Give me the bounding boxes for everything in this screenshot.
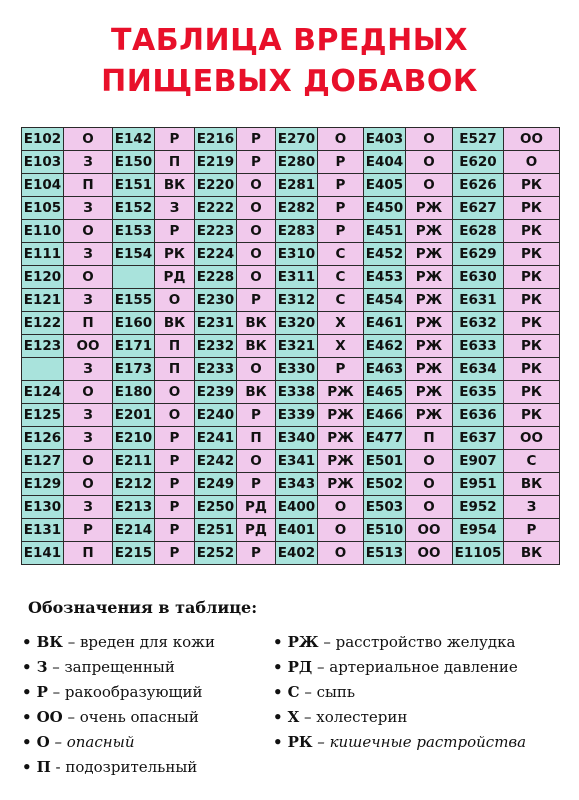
hazard-code-cell: ВК	[237, 312, 276, 335]
hazard-code-cell: РЖ	[406, 358, 453, 381]
hazard-code-cell: РК	[504, 312, 560, 335]
additive-code-cell: E180	[113, 381, 155, 404]
bullet-icon: •	[22, 683, 32, 701]
legend-desc: – расстройство желудка	[318, 633, 516, 651]
hazard-code-cell: О	[64, 450, 113, 473]
hazard-code-cell: О	[237, 266, 276, 289]
table-row	[22, 381, 560, 404]
legend-code: РЖ	[287, 633, 319, 651]
table-row	[22, 542, 560, 565]
hazard-code-cell: С	[318, 289, 364, 312]
hazard-code-cell: П	[237, 427, 276, 450]
legend-desc: – кишечные растройства	[312, 733, 527, 751]
legend-desc: – запрещенный	[47, 658, 175, 676]
additive-code-cell: E222	[195, 197, 237, 220]
hazard-code-cell: Р	[318, 151, 364, 174]
additive-code-cell: E241	[195, 427, 237, 450]
additive-code-cell: E152	[113, 197, 155, 220]
hazard-code-cell: РЖ	[318, 450, 364, 473]
additive-code-cell: E160	[113, 312, 155, 335]
hazard-code-cell: ВК	[237, 335, 276, 358]
additive-code-cell: E628	[453, 220, 504, 243]
hazard-code-cell: РЖ	[406, 220, 453, 243]
hazard-code-cell: З	[64, 197, 113, 220]
table-row	[22, 128, 560, 151]
additive-code-cell: E232	[195, 335, 237, 358]
hazard-code-cell: П	[64, 312, 113, 335]
hazard-code-cell: РК	[504, 335, 560, 358]
legend-code: РД	[287, 658, 313, 676]
additive-code-cell: E153	[113, 220, 155, 243]
additive-code-cell: E249	[195, 473, 237, 496]
hazard-code-cell: ВК	[155, 174, 195, 197]
additive-code-cell: E452	[364, 243, 406, 266]
hazard-code-cell: РК	[155, 243, 195, 266]
hazard-code-cell: Р	[237, 289, 276, 312]
table-row	[22, 450, 560, 473]
legend-code: С	[287, 683, 300, 701]
hazard-code-cell: Р	[155, 220, 195, 243]
hazard-code-cell: РЖ	[406, 289, 453, 312]
additive-code-cell: E151	[113, 174, 155, 197]
additive-code-cell: E477	[364, 427, 406, 450]
legend-item-p	[22, 755, 215, 780]
legend-desc: – опасный	[49, 733, 135, 751]
hazard-code-cell: П	[155, 151, 195, 174]
additive-code-cell: E400	[276, 496, 318, 519]
additive-code-cell: E123	[22, 335, 64, 358]
additive-code-cell: E110	[22, 220, 64, 243]
additive-code-cell: E240	[195, 404, 237, 427]
additives-table	[21, 127, 560, 565]
hazard-code-cell: ОО	[504, 128, 560, 151]
hazard-code-cell: Р	[155, 427, 195, 450]
hazard-code-cell: Р	[318, 358, 364, 381]
hazard-code-cell: РК	[504, 381, 560, 404]
additive-code-cell: E310	[276, 243, 318, 266]
hazard-code-cell: ВК	[155, 312, 195, 335]
hazard-code-cell: РД	[237, 519, 276, 542]
legend-desc: – вреден для кожи	[62, 633, 215, 651]
additive-code-cell: E311	[276, 266, 318, 289]
hazard-code-cell: О	[406, 151, 453, 174]
hazard-code-cell: О	[64, 266, 113, 289]
hazard-code-cell: З	[64, 427, 113, 450]
hazard-code-cell: РЖ	[406, 335, 453, 358]
hazard-code-cell: О	[406, 174, 453, 197]
table-row	[22, 289, 560, 312]
additive-code-cell: E403	[364, 128, 406, 151]
legend-desc: – сыпь	[299, 683, 356, 701]
hazard-code-cell: Р	[237, 404, 276, 427]
hazard-code-cell: О	[406, 450, 453, 473]
legend-item-kh	[273, 705, 526, 730]
additive-code-cell: E102	[22, 128, 64, 151]
additive-code-cell: E213	[113, 496, 155, 519]
additive-code-cell: E239	[195, 381, 237, 404]
legend-code: Х	[287, 708, 300, 726]
additive-code-cell: E216	[195, 128, 237, 151]
hazard-code-cell: РЖ	[318, 427, 364, 450]
legend-desc: – очень опасный	[62, 708, 199, 726]
legend-code: ОО	[36, 708, 63, 726]
additive-code-cell: E502	[364, 473, 406, 496]
additive-code-cell: E283	[276, 220, 318, 243]
table-row	[22, 243, 560, 266]
hazard-code-cell: РЖ	[406, 381, 453, 404]
additive-code-cell: E338	[276, 381, 318, 404]
additive-code-cell: E129	[22, 473, 64, 496]
hazard-code-cell: Р	[155, 519, 195, 542]
additive-code-cell: E121	[22, 289, 64, 312]
table-row	[22, 174, 560, 197]
hazard-code-cell: О	[64, 381, 113, 404]
bullet-icon: •	[273, 633, 283, 651]
additive-code-cell: E627	[453, 197, 504, 220]
table-row	[22, 473, 560, 496]
additive-code-cell: E501	[364, 450, 406, 473]
hazard-code-cell: З	[64, 243, 113, 266]
legend-code: О	[36, 733, 50, 751]
hazard-code-cell: ОО	[504, 427, 560, 450]
legend-desc: – ракообразующий	[47, 683, 203, 701]
additive-code-cell: E321	[276, 335, 318, 358]
table-row	[22, 496, 560, 519]
hazard-code-cell: Р	[237, 128, 276, 151]
hazard-code-cell: Р	[318, 220, 364, 243]
hazard-code-cell: О	[406, 473, 453, 496]
table-row	[22, 151, 560, 174]
hazard-code-cell: Р	[155, 450, 195, 473]
hazard-code-cell: С	[318, 266, 364, 289]
hazard-code-cell: РЖ	[406, 197, 453, 220]
legend-code: З	[36, 658, 48, 676]
hazard-code-cell: Р	[237, 473, 276, 496]
table-row	[22, 312, 560, 335]
hazard-code-cell: П	[406, 427, 453, 450]
hazard-code-cell: О	[64, 220, 113, 243]
hazard-code-cell: О	[318, 496, 364, 519]
additive-code-cell: E312	[276, 289, 318, 312]
additive-code-cell: E210	[113, 427, 155, 450]
additive-code-cell	[22, 358, 64, 381]
additive-code-cell: E510	[364, 519, 406, 542]
table-row	[22, 266, 560, 289]
hazard-code-cell: О	[64, 128, 113, 151]
additive-code-cell: E252	[195, 542, 237, 565]
legend-item-oo	[22, 705, 215, 730]
hazard-code-cell: Р	[155, 128, 195, 151]
bullet-icon: •	[22, 708, 32, 726]
hazard-code-cell: З	[64, 358, 113, 381]
hazard-code-cell: РК	[504, 197, 560, 220]
hazard-code-cell: Х	[318, 335, 364, 358]
bullet-icon: •	[22, 733, 32, 751]
legend-item-z	[22, 655, 215, 680]
table-row	[22, 404, 560, 427]
additive-code-cell: E401	[276, 519, 318, 542]
additive-code-cell: E127	[22, 450, 64, 473]
hazard-code-cell: О	[237, 197, 276, 220]
additive-code-cell: E242	[195, 450, 237, 473]
hazard-code-cell: О	[237, 220, 276, 243]
hazard-code-cell: З	[64, 404, 113, 427]
hazard-code-cell: О	[318, 542, 364, 565]
additive-code-cell: E513	[364, 542, 406, 565]
bullet-icon: •	[273, 683, 283, 701]
additive-code-cell: E224	[195, 243, 237, 266]
additive-code-cell: E211	[113, 450, 155, 473]
table-row	[22, 519, 560, 542]
table-row	[22, 427, 560, 450]
legend-code: П	[36, 758, 51, 776]
hazard-code-cell: О	[504, 151, 560, 174]
additive-code-cell: E450	[364, 197, 406, 220]
bullet-icon: •	[273, 658, 283, 676]
hazard-code-cell: Р	[318, 197, 364, 220]
additive-code-cell: E620	[453, 151, 504, 174]
additive-code-cell: E233	[195, 358, 237, 381]
hazard-code-cell: О	[318, 519, 364, 542]
page-title-line-2: ПИЩЕВЫХ ДОБАВОК	[101, 64, 478, 99]
additive-code-cell: E463	[364, 358, 406, 381]
hazard-code-cell: РЖ	[318, 473, 364, 496]
additive-code-cell: E215	[113, 542, 155, 565]
additive-code-cell: E105	[22, 197, 64, 220]
table-row	[22, 220, 560, 243]
additive-code-cell: E212	[113, 473, 155, 496]
hazard-code-cell: РК	[504, 243, 560, 266]
additive-code-cell: E343	[276, 473, 318, 496]
legend-heading: Обозначения в таблице:	[28, 598, 258, 617]
additive-code-cell: E122	[22, 312, 64, 335]
hazard-code-cell: О	[237, 174, 276, 197]
bullet-icon: •	[22, 658, 32, 676]
additive-code-cell: E231	[195, 312, 237, 335]
hazard-code-cell: З	[504, 496, 560, 519]
hazard-code-cell: Р	[155, 473, 195, 496]
hazard-code-cell: РЖ	[318, 404, 364, 427]
hazard-code-cell: О	[318, 128, 364, 151]
additive-code-cell: E173	[113, 358, 155, 381]
hazard-code-cell: С	[504, 450, 560, 473]
hazard-code-cell: РД	[237, 496, 276, 519]
additive-code-cell: E230	[195, 289, 237, 312]
additive-code-cell: E339	[276, 404, 318, 427]
additive-code-cell: E104	[22, 174, 64, 197]
hazard-code-cell: Р	[64, 519, 113, 542]
hazard-code-cell: ОО	[406, 542, 453, 565]
additive-code-cell: E219	[195, 151, 237, 174]
additive-code-cell: E402	[276, 542, 318, 565]
additive-code-cell: E907	[453, 450, 504, 473]
hazard-code-cell: П	[64, 542, 113, 565]
bullet-icon: •	[22, 758, 32, 776]
hazard-code-cell: РК	[504, 220, 560, 243]
hazard-code-cell: З	[64, 289, 113, 312]
additive-code-cell: E130	[22, 496, 64, 519]
hazard-code-cell: РК	[504, 404, 560, 427]
hazard-code-cell: РЖ	[318, 381, 364, 404]
table-row	[22, 358, 560, 381]
additive-code-cell: E629	[453, 243, 504, 266]
legend-desc: – холестерин	[299, 708, 408, 726]
additive-code-cell: E951	[453, 473, 504, 496]
hazard-code-cell: О	[237, 358, 276, 381]
hazard-code-cell: РЖ	[406, 404, 453, 427]
additive-code-cell: E220	[195, 174, 237, 197]
additive-code-cell: E223	[195, 220, 237, 243]
hazard-code-cell: ВК	[504, 473, 560, 496]
additive-code-cell	[113, 266, 155, 289]
hazard-code-cell: О	[237, 450, 276, 473]
hazard-code-cell: З	[64, 496, 113, 519]
additive-code-cell: E340	[276, 427, 318, 450]
additive-code-cell: E155	[113, 289, 155, 312]
additive-code-cell: E404	[364, 151, 406, 174]
hazard-code-cell: О	[64, 473, 113, 496]
additive-code-cell: E228	[195, 266, 237, 289]
additive-code-cell: E171	[113, 335, 155, 358]
hazard-code-cell: О	[237, 243, 276, 266]
hazard-code-cell: О	[155, 289, 195, 312]
additive-code-cell: E1105	[453, 542, 504, 565]
additive-code-cell: E125	[22, 404, 64, 427]
additive-code-cell: E141	[22, 542, 64, 565]
additive-code-cell: E330	[276, 358, 318, 381]
hazard-code-cell: РК	[504, 358, 560, 381]
hazard-code-cell: ВК	[237, 381, 276, 404]
hazard-code-cell: З	[64, 151, 113, 174]
legend-desc: – артериальное давление	[312, 658, 518, 676]
additive-code-cell: E142	[113, 128, 155, 151]
page-title-line-1: ТАБЛИЦА ВРЕДНЫХ	[111, 23, 468, 58]
additive-code-cell: E280	[276, 151, 318, 174]
hazard-code-cell: РК	[504, 266, 560, 289]
additive-code-cell: E633	[453, 335, 504, 358]
hazard-code-cell: РЖ	[406, 266, 453, 289]
additive-code-cell: E637	[453, 427, 504, 450]
legend-item-vk	[22, 630, 215, 655]
additive-code-cell: E282	[276, 197, 318, 220]
legend-column-right	[273, 630, 526, 755]
legend-item-r	[22, 680, 215, 705]
hazard-code-cell: ОО	[406, 519, 453, 542]
hazard-code-cell: Р	[155, 542, 195, 565]
additive-code-cell: E503	[364, 496, 406, 519]
legend-code: Р	[36, 683, 48, 701]
additive-code-cell: E632	[453, 312, 504, 335]
hazard-code-cell: О	[155, 381, 195, 404]
legend-item-s	[273, 680, 526, 705]
hazard-code-cell: РД	[155, 266, 195, 289]
additive-code-cell: E250	[195, 496, 237, 519]
bullet-icon: •	[273, 733, 283, 751]
additive-code-cell: E630	[453, 266, 504, 289]
hazard-code-cell: Р	[318, 174, 364, 197]
additive-code-cell: E251	[195, 519, 237, 542]
additive-code-cell: E451	[364, 220, 406, 243]
additive-code-cell: E103	[22, 151, 64, 174]
hazard-code-cell: Р	[237, 542, 276, 565]
additive-code-cell: E453	[364, 266, 406, 289]
hazard-code-cell: П	[155, 358, 195, 381]
legend-desc: - подозрительный	[50, 758, 198, 776]
hazard-code-cell: С	[318, 243, 364, 266]
hazard-code-cell: Р	[237, 151, 276, 174]
additive-code-cell: E281	[276, 174, 318, 197]
hazard-code-cell: О	[155, 404, 195, 427]
additive-code-cell: E461	[364, 312, 406, 335]
additive-code-cell: E634	[453, 358, 504, 381]
additive-code-cell: E527	[453, 128, 504, 151]
table-row	[22, 197, 560, 220]
hazard-code-cell: ОО	[64, 335, 113, 358]
additive-code-cell: E126	[22, 427, 64, 450]
legend-item-o	[22, 730, 215, 755]
hazard-code-cell: Х	[318, 312, 364, 335]
additive-code-cell: E405	[364, 174, 406, 197]
additive-code-cell: E270	[276, 128, 318, 151]
hazard-code-cell: РК	[504, 289, 560, 312]
additive-code-cell: E214	[113, 519, 155, 542]
additive-code-cell: E341	[276, 450, 318, 473]
hazard-code-cell: О	[406, 496, 453, 519]
bullet-icon: •	[273, 708, 283, 726]
additive-code-cell: E626	[453, 174, 504, 197]
hazard-code-cell: З	[155, 197, 195, 220]
additive-code-cell: E320	[276, 312, 318, 335]
additive-code-cell: E454	[364, 289, 406, 312]
legend-item-rzh	[273, 630, 526, 655]
legend-item-rk	[273, 730, 526, 755]
hazard-code-cell: О	[406, 128, 453, 151]
bullet-icon: •	[22, 633, 32, 651]
additives-table-body	[22, 128, 560, 565]
legend-column-left	[22, 630, 215, 780]
additive-code-cell: E154	[113, 243, 155, 266]
additive-code-cell: E150	[113, 151, 155, 174]
legend-item-rd	[273, 655, 526, 680]
additive-code-cell: E954	[453, 519, 504, 542]
additive-code-cell: E466	[364, 404, 406, 427]
hazard-code-cell: РК	[504, 174, 560, 197]
table-row	[22, 335, 560, 358]
additive-code-cell: E124	[22, 381, 64, 404]
additive-code-cell: E952	[453, 496, 504, 519]
additive-code-cell: E636	[453, 404, 504, 427]
hazard-code-cell: П	[64, 174, 113, 197]
additive-code-cell: E201	[113, 404, 155, 427]
additive-code-cell: E120	[22, 266, 64, 289]
legend-code: РК	[287, 733, 313, 751]
hazard-code-cell: Р	[155, 496, 195, 519]
hazard-code-cell: Р	[504, 519, 560, 542]
additive-code-cell: E465	[364, 381, 406, 404]
hazard-code-cell: РЖ	[406, 312, 453, 335]
hazard-code-cell: РЖ	[406, 243, 453, 266]
additive-code-cell: E462	[364, 335, 406, 358]
hazard-code-cell: П	[155, 335, 195, 358]
legend-code: ВК	[36, 633, 63, 651]
additive-code-cell: E131	[22, 519, 64, 542]
additive-code-cell: E635	[453, 381, 504, 404]
hazard-code-cell: ВК	[504, 542, 560, 565]
additive-code-cell: E111	[22, 243, 64, 266]
additive-code-cell: E631	[453, 289, 504, 312]
